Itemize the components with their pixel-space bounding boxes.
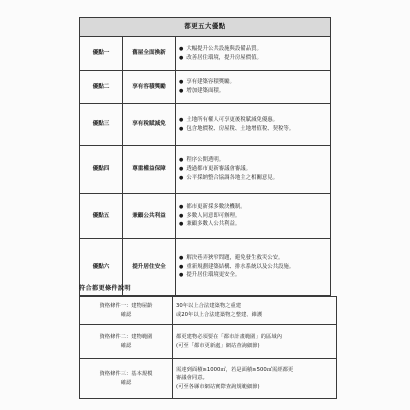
- advantage-name: 兼顧公共利益: [123, 194, 176, 239]
- bullet-item: ● 享有建築容積獎勵。: [179, 78, 327, 87]
- eligibility-value: [173, 359, 337, 399]
- advantage-name: 舊屋全面換新: [123, 37, 176, 71]
- bullet-item: ● 多數人同意即可辦理。: [179, 212, 327, 221]
- advantage-label: 優點一: [80, 37, 123, 71]
- eligibility-title: 符合都更條件說明: [79, 285, 131, 292]
- value-line: 或20年以上合法建築物之整建、維護: [176, 311, 263, 318]
- advantage-details: [176, 194, 331, 239]
- advantages-title: 都更五大優點: [80, 18, 331, 37]
- bullet-item: ● 改善居住環境，提升房屋價值。: [179, 54, 327, 63]
- advantage-details: [176, 104, 331, 146]
- advantage-details: [176, 146, 331, 194]
- bullet-item: ● 都市更新採多數決機制。: [179, 203, 327, 212]
- bullet-item: ● 公平採納整合協調各地主之相關意見。: [179, 174, 327, 183]
- advantage-name: 享有容積獎勵: [123, 71, 176, 104]
- eligibility-key: [80, 359, 173, 399]
- bullet-item: ● 包含地價稅、房屋稅、土地增值稅、契稅等。: [179, 125, 327, 134]
- eligibility-row: [80, 325, 337, 359]
- eligibility-row: [80, 359, 337, 399]
- eligibility-row: [80, 297, 337, 325]
- bullet-item: ● 土地所有權人可享更後稅賦減免優惠。: [179, 116, 327, 125]
- advantage-name: 尊重權益保障: [123, 146, 176, 194]
- value-line: (可至各縣市網站實際查詢規範細節): [176, 383, 260, 390]
- value-line: (可至「都市更新處」網站查詢細節): [176, 342, 260, 349]
- key-line: 確認: [120, 311, 132, 318]
- advantage-label: 優點六: [80, 239, 123, 296]
- bullet-item: ● 增加建築面積。: [179, 87, 327, 96]
- advantage-row: [80, 71, 331, 104]
- advantage-label: 優點三: [80, 104, 123, 146]
- eligibility-table: [79, 296, 337, 399]
- advantages-table: [79, 17, 331, 296]
- bullet-item: ● 重新規劃建築結構、排水系統以及公共設施。: [179, 263, 327, 272]
- value-line: 30年以上合法建築物之重建: [176, 303, 242, 310]
- value-line: 需達到面積≥1000㎡，若是面積≥500㎡需經都更: [176, 366, 294, 373]
- bullet-item: ● 提升居住環境更安全。: [179, 271, 327, 280]
- advantage-label: 優點四: [80, 146, 123, 194]
- eligibility-key: [80, 297, 173, 325]
- eligibility-value: [173, 325, 337, 359]
- key-line: 資格條件三：基本規模: [99, 371, 153, 378]
- eligibility-value: [173, 297, 337, 325]
- key-line: 確認: [120, 379, 132, 386]
- advantage-details: [176, 37, 331, 71]
- advantage-row: [80, 194, 331, 239]
- advantage-row: [80, 146, 331, 194]
- value-line: 都更建物必須要在「都市計畫範圍」的區域內: [176, 334, 282, 341]
- value-line: 審議會同意。: [176, 375, 208, 382]
- bullet-item: ● 大幅提升公共設施與設備品質。: [179, 45, 327, 54]
- advantage-label: 優點二: [80, 71, 123, 104]
- advantage-row: [80, 104, 331, 146]
- key-line: 資格條件二：建物範圍: [99, 334, 153, 341]
- bullet-item: ● 透過都市更新審議會審議。: [179, 165, 327, 174]
- eligibility-key: [80, 325, 173, 359]
- bullet-item: ● 程序公開透明。: [179, 156, 327, 165]
- bullet-item: ● 兼顧多數人公共利益。: [179, 220, 327, 229]
- advantage-name: 提升居住安全: [123, 239, 176, 296]
- advantage-details: [176, 71, 331, 104]
- advantage-label: 優點五: [80, 194, 123, 239]
- advantage-row: [80, 37, 331, 71]
- advantage-name: 享有稅賦減免: [123, 104, 176, 146]
- advantage-details: [176, 239, 331, 296]
- key-line: 確認: [120, 342, 132, 349]
- bullet-item: ● 解決巷弄狹窄問題，避免發生救災公安。: [179, 254, 327, 263]
- key-line: 資格條件一：建物屋齡: [99, 303, 153, 310]
